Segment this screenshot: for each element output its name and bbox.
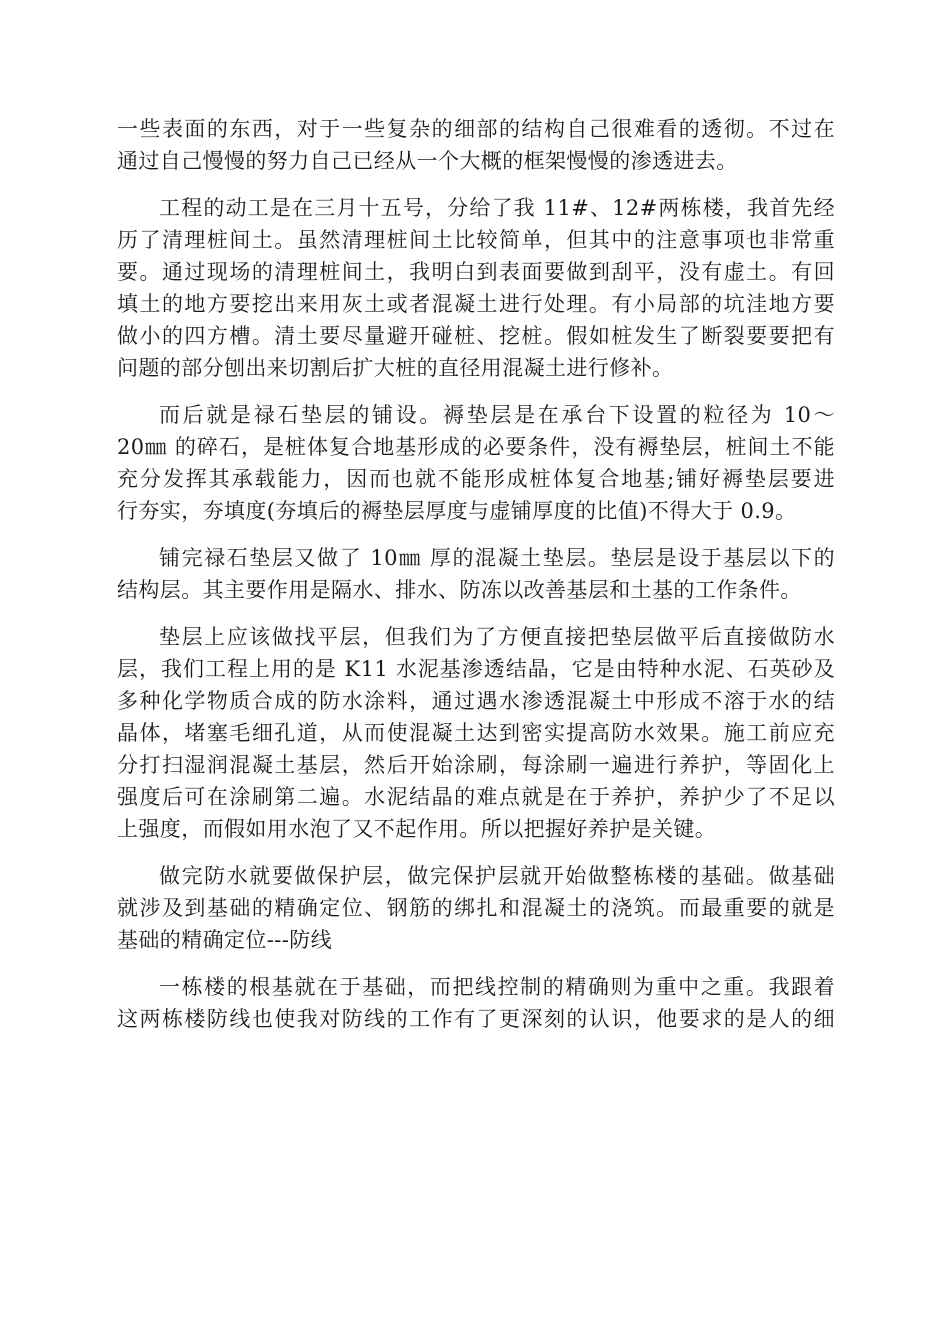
paragraph <box>117 542 835 606</box>
text-line: 上强度，而假如用水泡了又不起作用。所以把握好养护是关键。 <box>117 817 717 841</box>
text-line: 铺完禄石垫层又做了 10㎜ 厚的混凝土垫层。垫层是设于基层以下的 <box>159 546 835 570</box>
text-line: 一些表面的东西，对于一些复杂的细部的结构自己很难看的透彻。不过在 <box>117 117 835 141</box>
text-line: 结构层。其主要作用是隔水、排水、防冻以改善基层和土基的工作条件。 <box>117 578 802 602</box>
paragraph <box>117 971 835 1035</box>
text-line: 多种化学物质合成的防水涂料，通过遇水渗透混凝土中形成不溶于水的结 <box>117 689 835 713</box>
paragraph <box>117 860 835 956</box>
text-line: 强度后可在涂刷第二遍。水泥结晶的难点就是在于养护，养护少了不足以 <box>117 785 835 809</box>
text-line: 20㎜ 的碎石，是桩体复合地基形成的必要条件，没有褥垫层，桩间土不能 <box>117 435 835 459</box>
text-line: 一栋楼的根基就在于基础，而把线控制的精确则为重中之重。我跟着 <box>159 975 835 999</box>
text-line: 行夯实，夯填度(夯填后的褥垫层厚度与虚铺厚度的比值)不得大于 0.9。 <box>117 499 797 523</box>
text-line: 就涉及到基础的精确定位、钢筋的绑扎和混凝土的浇筑。而最重要的就是 <box>117 896 835 920</box>
document-body <box>117 113 835 1050</box>
paragraph <box>117 399 835 527</box>
text-line: 通过自己慢慢的努力自己已经从一个大概的框架慢慢的渗透进去。 <box>117 149 738 173</box>
text-line: 问题的部分刨出来切割后扩大桩的直径用混凝土进行修补。 <box>117 356 674 380</box>
paragraph <box>117 113 835 177</box>
text-line: 历了清理桩间土。虽然清理桩间土比较简单，但其中的注意事项也非常重 <box>117 228 835 252</box>
text-line: 做完防水就要做保护层，做完保护层就开始做整栋楼的基础。做基础 <box>159 864 835 888</box>
text-line: 做小的四方槽。清土要尽量避开碰桩、挖桩。假如桩发生了断裂要要把有 <box>117 324 835 348</box>
paragraph <box>117 192 835 384</box>
text-line: 晶体，堵塞毛细孔道，从而使混凝土达到密实提高防水效果。施工前应充 <box>117 721 835 745</box>
text-line: 垫层上应该做找平层，但我们为了方便直接把垫层做平后直接做防水 <box>159 625 835 649</box>
text-line: 层，我们工程上用的是 K11 水泥基渗透结晶，它是由特种水泥、石英砂及 <box>117 657 835 681</box>
paragraph <box>117 621 835 845</box>
text-line: 要。通过现场的清理桩间土，我明白到表面要做到刮平，没有虚土。有回 <box>117 260 835 284</box>
text-line: 而后就是禄石垫层的铺设。褥垫层是在承台下设置的粒径为 10～ <box>159 403 835 427</box>
text-line: 基础的精确定位---防线 <box>117 928 333 952</box>
text-line: 充分发挥其承载能力，因而也就不能形成桩体复合地基;铺好褥垫层要进 <box>117 467 835 491</box>
text-line: 填土的地方要挖出来用灰土或者混凝土进行处理。有小局部的坑洼地方要 <box>117 292 835 316</box>
text-line: 这两栋楼防线也使我对防线的工作有了更深刻的认识，他要求的是人的细 <box>117 1007 835 1031</box>
text-line: 工程的动工是在三月十五号，分给了我 11#、12#两栋楼，我首先经 <box>159 196 835 220</box>
text-line: 分打扫湿润混凝土基层，然后开始涂刷，每涂刷一遍进行养护，等固化上 <box>117 753 835 777</box>
